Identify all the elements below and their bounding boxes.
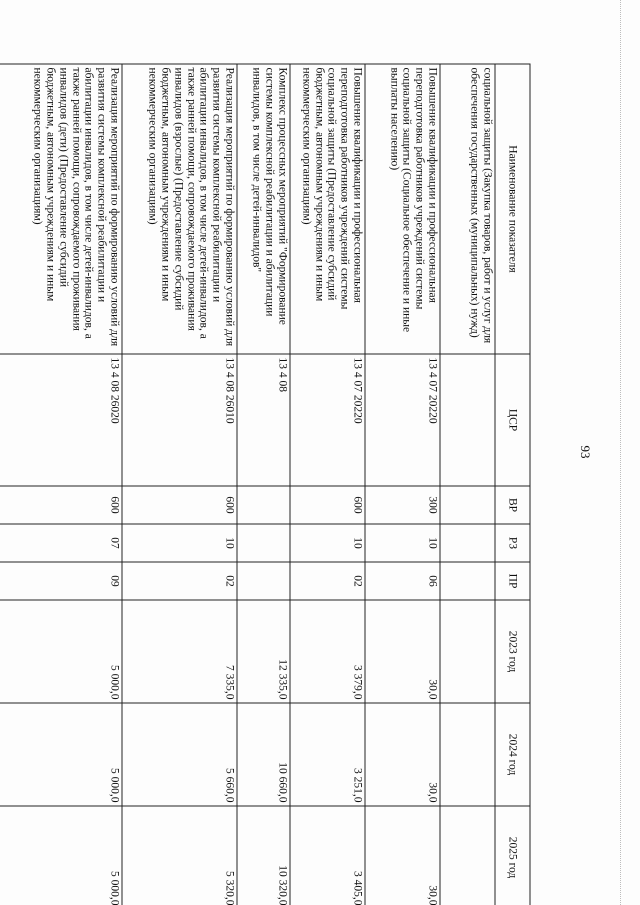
row-rz: 10 xyxy=(290,524,365,562)
row-name: Реализация мероприятий по формированию условий для развития системы комплексной реабилитации и абилитации инвалидов, в том числе детей-инвалидов, а также ранней помощи, сопровождаемого проживания инвалидов (взрослые) (Предоставление субсидий бюджетным, автономным учреждениям и иным некоммерческим организациям) xyxy=(122,64,237,354)
row-pr: 02 xyxy=(290,562,365,600)
header-year-2023: 2023 год xyxy=(495,600,530,703)
row-vr: 300 xyxy=(365,486,440,524)
row-vr: 600 xyxy=(290,486,365,524)
table-row xyxy=(0,64,122,905)
row-2025: 5 000,0 xyxy=(0,806,122,905)
table-row xyxy=(122,64,237,905)
row-2025 xyxy=(440,806,495,905)
row-name: Комплекс процессных мероприятий "Формирование системы комплексной реабилитации и абилитации инвалидов, в том числе детей-инвалидов" xyxy=(237,64,290,354)
row-rz: 07 xyxy=(0,524,122,562)
header-pr: ПР xyxy=(495,562,530,600)
header-csr: ЦСР xyxy=(495,354,530,486)
row-name: Повышение квалификации и профессиональная переподготовка работников учреждений системы социальной защиты (Социальное обеспечение и иные выплаты населению) xyxy=(365,64,440,354)
row-csr xyxy=(440,354,495,486)
rotated-table-sheet xyxy=(20,64,530,905)
row-2023: 30,0 xyxy=(365,600,440,703)
row-pr: 06 xyxy=(365,562,440,600)
header-year-2025: 2025 год xyxy=(495,806,530,905)
row-rz: 10 xyxy=(365,524,440,562)
row-2023: 5 000,0 xyxy=(0,600,122,703)
row-2023: 12 335,0 xyxy=(237,600,290,703)
row-vr xyxy=(440,486,495,524)
row-rz xyxy=(440,524,495,562)
row-2025: 3 405,0 xyxy=(290,806,365,905)
row-2024: 30,0 xyxy=(365,703,440,806)
row-name: социальной защиты (Закупка товаров, работ и услуг для обеспечения государственных (муниципальных) нужд) xyxy=(440,64,495,354)
row-pr: 02 xyxy=(122,562,237,600)
table-row xyxy=(365,64,440,905)
row-2025: 30,0 xyxy=(365,806,440,905)
table-row xyxy=(290,64,365,905)
row-rz: 10 xyxy=(122,524,237,562)
header-name: Наименование показателя xyxy=(495,64,530,354)
row-vr: 600 xyxy=(122,486,237,524)
row-pr xyxy=(237,562,290,600)
table-row xyxy=(440,64,495,905)
row-2025: 5 320,0 xyxy=(122,806,237,905)
row-vr: 600 xyxy=(0,486,122,524)
row-2025: 10 320,0 xyxy=(237,806,290,905)
row-csr: 13 4 07 20220 xyxy=(290,354,365,486)
row-2024: 3 251,0 xyxy=(290,703,365,806)
row-2024: 5 000,0 xyxy=(0,703,122,806)
row-2024: 5 660,0 xyxy=(122,703,237,806)
row-2023 xyxy=(440,600,495,703)
row-csr: 13 4 08 26010 xyxy=(122,354,237,486)
row-2023: 3 379,0 xyxy=(290,600,365,703)
row-rz xyxy=(237,524,290,562)
table-header-row xyxy=(495,64,530,905)
header-year-2024: 2024 год xyxy=(495,703,530,806)
row-pr xyxy=(440,562,495,600)
row-2024: 10 660,0 xyxy=(237,703,290,806)
row-csr: 13 4 08 26020 xyxy=(0,354,122,486)
row-csr: 13 4 08 xyxy=(237,354,290,486)
row-2024 xyxy=(440,703,495,806)
page-number: 93 xyxy=(578,445,593,459)
table-row xyxy=(237,64,290,905)
header-rz: РЗ xyxy=(495,524,530,562)
header-vr: ВР xyxy=(495,486,530,524)
margin-scan-marks xyxy=(620,0,629,905)
row-name: Повышение квалификации и профессиональная переподготовка работников учреждений системы социальной защиты (Предоставление субсидий бюджетным, автономным учреждениям и иным некоммерческим организациям) xyxy=(290,64,365,354)
row-vr xyxy=(237,486,290,524)
row-2023: 7 335,0 xyxy=(122,600,237,703)
row-pr: 09 xyxy=(0,562,122,600)
budget-table xyxy=(0,64,530,905)
row-csr: 13 4 07 20220 xyxy=(365,354,440,486)
row-name: Реализация мероприятий по формированию условий для развития системы комплексной реабилитации и абилитации инвалидов, в том числе детей-инвалидов, а также ранней помощи, сопровождаемого проживания инвалидов (дети) (Предоставление субсидий бюджетным, автономным учреждениям и иным некоммерческим организациям) xyxy=(0,64,122,354)
